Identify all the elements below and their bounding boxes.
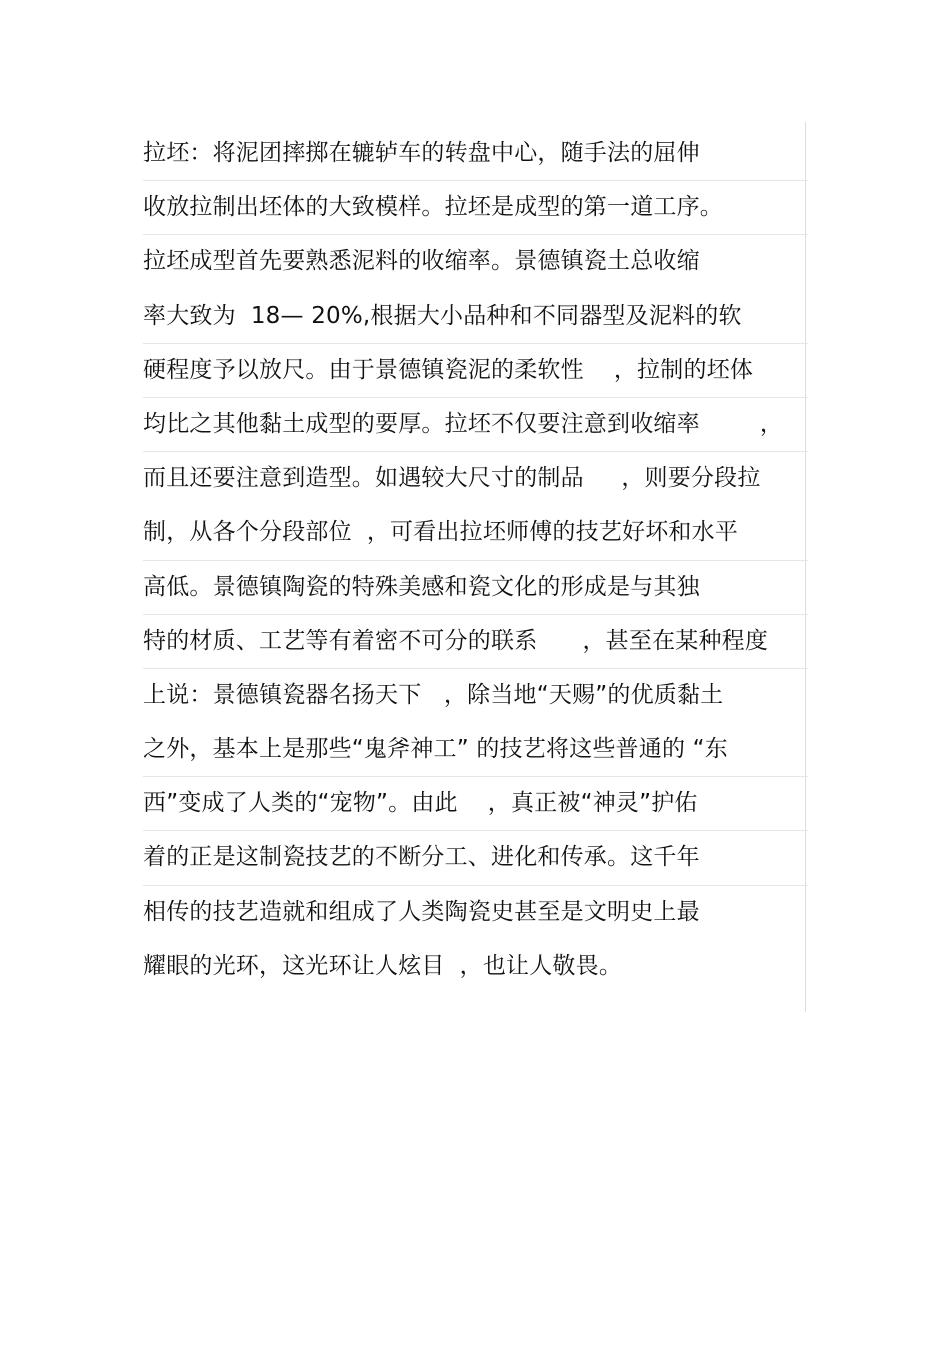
row-divider bbox=[143, 343, 808, 344]
text-line-content: 硬程度予以放尺。由于景德镇瓷泥的柔软性 ，拉制的坯体 bbox=[143, 356, 754, 383]
body-text bbox=[143, 126, 808, 993]
text-line bbox=[143, 722, 808, 776]
row-divider bbox=[143, 885, 808, 886]
text-line bbox=[143, 180, 808, 234]
text-line bbox=[143, 885, 808, 939]
text-line bbox=[143, 560, 808, 614]
row-divider bbox=[143, 560, 808, 561]
text-line-content: 制，从各个分段部位 ，可看出拉坯师傅的技艺好坏和水平 bbox=[143, 519, 739, 546]
text-line bbox=[143, 776, 808, 830]
text-line bbox=[143, 126, 808, 180]
text-line-content: 率大致为 18— 20%,根据大小品种和不同器型及泥料的软 bbox=[143, 302, 742, 329]
text-line-content: 西”变成了人类的“宠物”。由此 ，真正被“神灵”护佑 bbox=[143, 790, 698, 817]
text-line-content: 着的正是这制瓷技艺的不断分工、进化和传承。这千年 bbox=[143, 844, 700, 871]
row-divider bbox=[143, 776, 808, 777]
text-line-content: 上说：景德镇瓷器名扬天下 ，除当地“天赐”的优质黏土 bbox=[143, 681, 724, 708]
text-line bbox=[143, 451, 808, 505]
row-divider bbox=[143, 180, 808, 181]
row-divider bbox=[143, 830, 808, 831]
text-line bbox=[143, 505, 808, 559]
text-line bbox=[143, 939, 808, 993]
text-line-content: 特的材质、工艺等有着密不可分的联系 ，甚至在某种程度 bbox=[143, 627, 769, 654]
row-divider bbox=[143, 234, 808, 235]
text-line bbox=[143, 830, 808, 884]
text-line-content: 收放拉制出坯体的大致模样。拉坯是成型的第一道工序。 bbox=[143, 194, 723, 221]
row-divider bbox=[143, 451, 808, 452]
row-divider bbox=[143, 614, 808, 615]
row-divider bbox=[143, 668, 808, 669]
text-line-content: 高低。景德镇陶瓷的特殊美感和瓷文化的形成是与其独 bbox=[143, 573, 700, 600]
text-line bbox=[143, 668, 808, 722]
text-line bbox=[143, 397, 808, 451]
text-line bbox=[143, 343, 808, 397]
text-line bbox=[143, 289, 808, 343]
text-line-content: 拉坯：将泥团摔掷在辘轳车的转盘中心，随手法的屈伸 bbox=[143, 140, 700, 166]
text-line bbox=[143, 614, 808, 668]
text-line-content: 均比之其他黏土成型的要厚。拉坯不仅要注意到收缩率 ， bbox=[143, 410, 784, 437]
row-divider bbox=[143, 397, 808, 398]
text-line-content: 相传的技艺造就和组成了人类陶瓷史甚至是文明史上最 bbox=[143, 898, 700, 925]
text-line-content: 耀眼的光环，这光环让人炫目 ，也让人敬畏。 bbox=[143, 952, 623, 979]
text-line-content: 拉坯成型首先要熟悉泥料的收缩率。景德镇瓷土总收缩 bbox=[143, 248, 700, 275]
text-line-content: 之外，基本上是那些“鬼斧神工” 的技艺将这些普通的 “东 bbox=[143, 736, 728, 763]
text-line bbox=[143, 234, 808, 288]
text-line-content: 而且还要注意到造型。如遇较大尺寸的制品 ，则要分段拉 bbox=[143, 465, 761, 492]
